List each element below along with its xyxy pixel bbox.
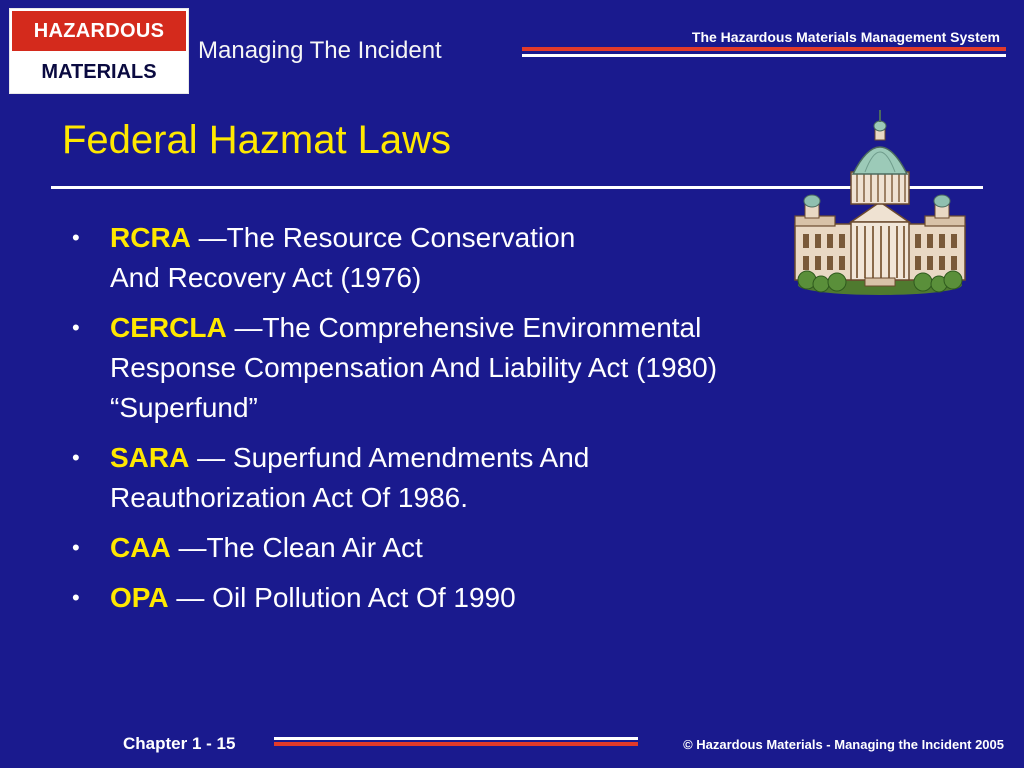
page-title: Federal Hazmat Laws bbox=[62, 118, 452, 162]
logo-top-text: HAZARDOUS bbox=[12, 11, 186, 51]
law-description: —The Resource Conservation bbox=[190, 222, 576, 253]
system-title: The Hazardous Materials Management System bbox=[691, 29, 1000, 45]
header-rule-red bbox=[522, 47, 1006, 51]
section-subtitle: Managing The Incident bbox=[198, 37, 442, 64]
law-nickname: “Superfund” bbox=[110, 392, 258, 423]
copyright-notice: © Hazardous Materials - Managing the Incident 2005 bbox=[683, 737, 1004, 752]
law-abbreviation: OPA bbox=[110, 582, 169, 613]
law-abbreviation: CERCLA bbox=[110, 312, 227, 343]
law-abbreviation: RCRA bbox=[110, 222, 191, 253]
list-item bbox=[70, 578, 870, 618]
footer-rule-white bbox=[274, 737, 638, 740]
bullet-dot: • bbox=[72, 585, 80, 610]
law-abbreviation: SARA bbox=[110, 442, 190, 473]
bullet-dot: • bbox=[72, 315, 80, 340]
chapter-page-number: Chapter 1 - 15 bbox=[123, 734, 236, 753]
list-item bbox=[70, 438, 870, 518]
law-description: — Superfund Amendments And bbox=[189, 442, 590, 473]
law-description: — Oil Pollution Act Of 1990 bbox=[168, 582, 516, 613]
law-list bbox=[70, 218, 870, 628]
law-abbreviation: CAA bbox=[110, 532, 171, 563]
bullet-dot: • bbox=[72, 535, 80, 560]
list-item bbox=[70, 218, 870, 298]
law-description: —The Clean Air Act bbox=[170, 532, 423, 563]
law-description-cont: Reauthorization Act Of 1986. bbox=[110, 482, 468, 513]
hazardous-materials-logo bbox=[9, 8, 189, 94]
footer-rule-red bbox=[274, 742, 638, 746]
header-rule-white bbox=[522, 54, 1006, 57]
logo-bottom-text: MATERIALS bbox=[41, 61, 157, 83]
law-description: —The Comprehensive Environmental bbox=[226, 312, 702, 343]
list-item bbox=[70, 528, 870, 568]
law-description-cont: Response Compensation And Liability Act (1980) bbox=[110, 352, 718, 383]
bullet-dot: • bbox=[72, 225, 80, 250]
bullet-dot: • bbox=[72, 445, 80, 470]
law-description-cont: And Recovery Act (1976) bbox=[110, 262, 422, 293]
list-item bbox=[70, 308, 870, 428]
